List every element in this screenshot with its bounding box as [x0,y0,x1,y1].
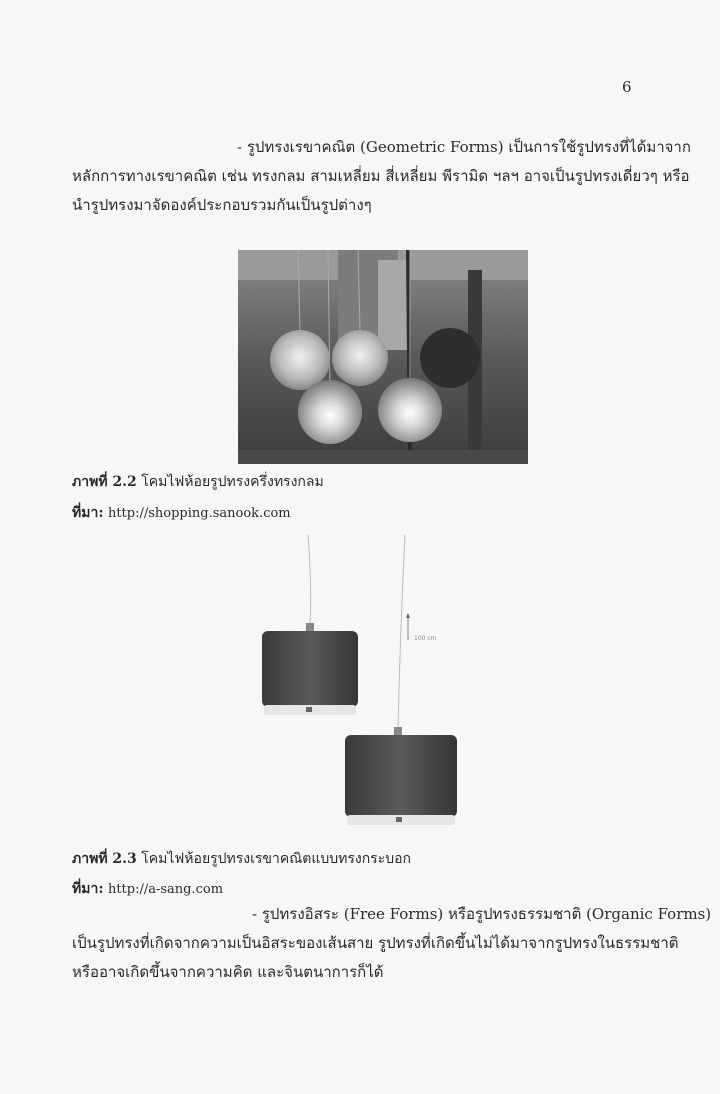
paragraph-line: - รูปทรงเรขาคณิต (Geometric Forms) เป็นการใช้รูปทรงที่ได้มาจาก [237,138,691,156]
figure-hemisphere-lamps-photo [238,250,528,464]
paragraph-line: เป็นรูปทรงที่เกิดจากความเป็นอิสระของเส้นสาย รูปทรงที่เกิดขึ้นไม่ได้มาจากรูปทรงในธรรมชาติ [72,934,679,952]
figure-cylinder-lamps [250,535,500,835]
figure-caption-text: โคมไฟห้อยรูปทรงเรขาคณิตแบบทรงกระบอก [141,851,411,867]
figure-source [72,878,223,900]
page-number: 6 [622,78,632,96]
paragraph-free-forms [72,900,712,987]
source-url: http://shopping.sanook.com [107,506,291,521]
source-label: ที่มา: [72,881,104,897]
source-label: ที่มา: [72,505,104,521]
paragraph-geometric-forms [72,133,691,220]
figure-source [72,502,291,524]
paragraph-line: นำรูปทรงมาจัดองค์ประกอบรวมกันเป็นรูปต่างๆ [72,196,372,214]
paragraph-line: หรืออาจเกิดขึ้นจากความคิด และจินตนาการก็ได้ [72,963,384,981]
figure-caption-text: โคมไฟห้อยรูปทรงครึ่งทรงกลม [141,474,324,490]
figure-caption [72,848,411,870]
source-url: http://a-sang.com [107,882,224,897]
figure-label: ภาพที่ 2.2 [72,474,137,490]
paragraph-line: หลักการทางเรขาคณิต เช่น ทรงกลม สามเหลี่ยม สี่เหลี่ยม พีรามิด ฯลฯ อาจเป็นรูปทรงเดี่ยวๆ หรือ [72,167,690,185]
paragraph-line: - รูปทรงอิสระ (Free Forms) หรือรูปทรงธรรมชาติ (Organic Forms) [252,905,712,923]
figure-caption [72,471,324,493]
dimension-label: 100 cm [414,635,437,642]
figure-label: ภาพที่ 2.3 [72,851,137,867]
